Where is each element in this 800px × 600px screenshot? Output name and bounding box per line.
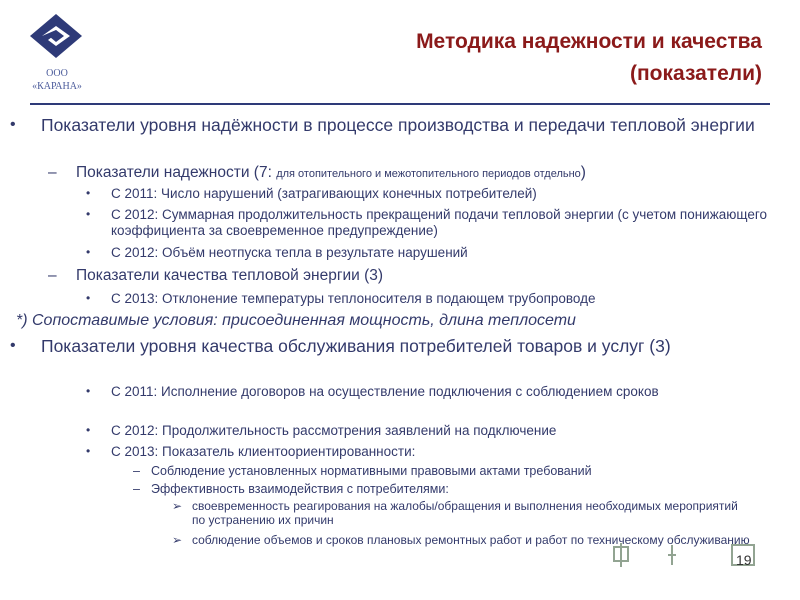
bullet-icon: • <box>86 291 91 305</box>
item-text: С 2012: Объём неотпуска тепла в результате нарушений <box>111 245 468 260</box>
item-text: Показатели уровня надёжности в процессе производства и передачи тепловой энергии <box>41 115 755 135</box>
bullet-icon: • <box>86 207 91 221</box>
bullet-icon: • <box>86 423 91 437</box>
list-item <box>86 291 786 307</box>
list-item <box>86 207 786 238</box>
dash-icon: – <box>133 482 140 496</box>
list-item <box>48 267 788 284</box>
arrow-bullet-icon: ➢ <box>172 533 183 547</box>
list-item <box>86 186 786 202</box>
bullet-icon: • <box>86 444 91 458</box>
list-item <box>133 464 773 479</box>
bullet-icon: • <box>86 245 91 259</box>
item-text: С 2012: Продолжительность рассмотрения заявлений на подключение <box>111 423 557 438</box>
company-form: ООО <box>46 68 68 79</box>
bullet-icon: • <box>86 186 91 200</box>
dash-icon: – <box>48 267 57 284</box>
item-text: С 2011: Исполнение договоров на осуществление подключения с соблюдением сроков <box>111 384 659 399</box>
title-line-1: Методика надежности и качества <box>416 30 762 53</box>
bullet-icon: • <box>10 116 16 133</box>
item-text: соблюдение объемов и сроков плановых ремонтных работ и работ по техническому обслуживанию <box>192 533 750 547</box>
list-item <box>48 164 788 183</box>
list-item <box>172 500 752 527</box>
bullet-icon: • <box>86 384 91 398</box>
arrow-bullet-icon: ➢ <box>172 499 183 513</box>
item-text: С 2013: Показатель клиентоориентированности: <box>111 444 416 459</box>
item-text: Показатели уровня качества обслуживания потребителей товаров и услуг (3) <box>41 336 671 356</box>
item-text: своевременность реагирования на жалобы/обращения и выполнения необходимых мероприятий по устранению их причин <box>192 499 738 527</box>
item-text: Показатели надежности (7: для отопительного и межотопительного периодов отдельно) <box>76 164 586 181</box>
title-line-2: (показатели) <box>630 62 762 85</box>
list-item <box>133 482 773 497</box>
dash-icon: – <box>48 164 57 181</box>
bullet-icon: • <box>10 337 16 354</box>
company-title: «КАРАНА» <box>32 81 82 92</box>
item-text: С 2013: Отклонение температуры теплоносителя в подающем трубопроводе <box>111 291 596 306</box>
item-text: Соблюдение установленных нормативными правовыми актами требований <box>151 464 592 478</box>
list-item <box>86 245 786 261</box>
page-number: 19 <box>736 552 752 568</box>
dash-icon: – <box>133 464 140 478</box>
item-text: Показатели качества тепловой энергии (3) <box>76 267 384 284</box>
list-item <box>86 423 786 439</box>
item-text: Эффективность взаимодействия с потребителями: <box>151 482 449 496</box>
list-item <box>10 337 780 355</box>
item-text: С 2011: Число нарушений (затрагивающих конечных потребителей) <box>111 186 537 201</box>
footnote: *) Сопоставимые условия: присоединенная мощность, длина теплосети <box>16 312 576 329</box>
list-item <box>86 444 786 460</box>
list-item <box>86 384 786 400</box>
list-item <box>10 116 780 134</box>
item-text: С 2012: Суммарная продолжительность прекращений подачи тепловой энергии (с учетом понижающего коэффициента за своевременное предупреждение) <box>111 207 767 238</box>
